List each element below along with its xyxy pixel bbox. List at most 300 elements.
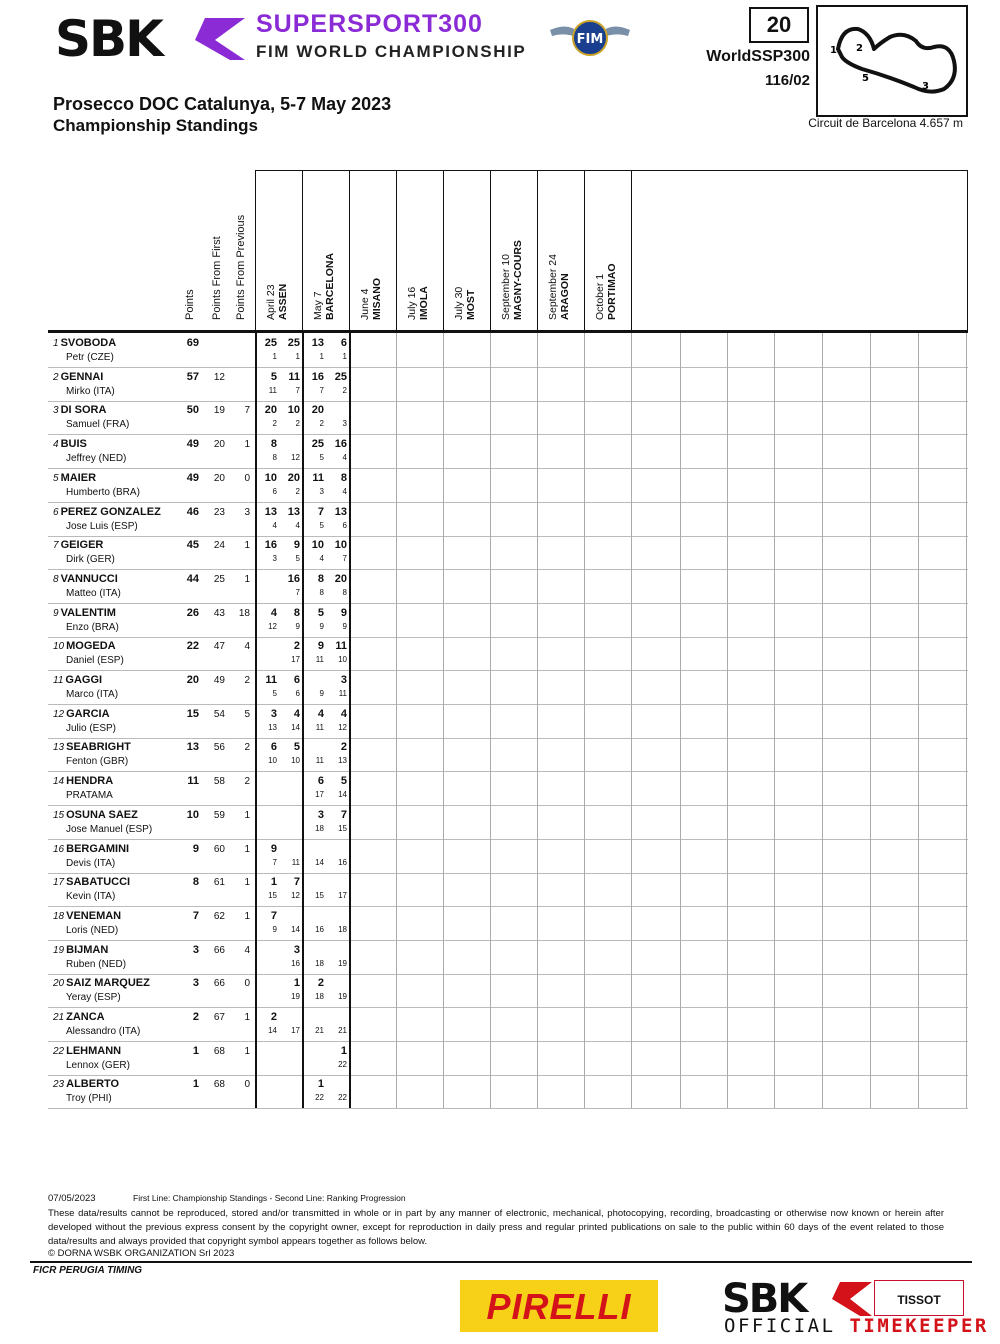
points-from-previous: 1 — [244, 843, 250, 855]
race-points: 2 — [270, 1011, 277, 1023]
ranking-progression: 12 — [268, 621, 277, 631]
points-from-previous: 1 — [244, 1045, 250, 1057]
points-from-first: 25 — [213, 573, 225, 585]
ranking-progression: 9 — [295, 621, 300, 631]
total-points: 7 — [192, 909, 199, 922]
ranking-progression: 7 — [295, 385, 300, 395]
race-points: 6 — [270, 741, 277, 754]
table-row — [48, 1074, 968, 1109]
ranking-progression: 21 — [338, 1026, 347, 1035]
standing-position: 7 — [53, 540, 59, 552]
ranking-progression: 1 — [272, 352, 277, 361]
ranking-progression: 2 — [319, 419, 324, 429]
race-date: September 10 — [500, 254, 512, 320]
rider-name — [53, 506, 161, 518]
table-row — [48, 704, 968, 739]
standing-position: 9 — [53, 607, 59, 619]
ranking-progression: 5 — [295, 554, 300, 564]
race-points: 5 — [270, 370, 277, 383]
race-points: 9 — [317, 640, 324, 653]
sbk-logo-chevron — [195, 18, 245, 60]
ranking-progression: 6 — [342, 520, 347, 530]
standing-position: 6 — [53, 506, 59, 518]
standing-position: 11 — [53, 675, 64, 686]
rider-surname: BIJMAN — [66, 943, 109, 956]
points-from-first: 19 — [213, 405, 225, 417]
rider-name — [53, 1011, 105, 1023]
race-points: 11 — [335, 640, 347, 653]
rider-firstname-nation: Yeray (ESP) — [66, 992, 121, 1004]
ranking-progression: 11 — [268, 385, 277, 395]
rider-surname: SEABRIGHT — [66, 741, 131, 754]
rider-surname: ZANCA — [66, 1011, 105, 1023]
rider-surname: SVOBODA — [60, 337, 117, 349]
total-points: 20 — [186, 674, 199, 686]
rider-firstname-nation: Ruben (NED) — [66, 958, 127, 970]
total-points: 2 — [192, 1011, 199, 1023]
table-row — [48, 973, 968, 1008]
ranking-progression: 12 — [291, 453, 300, 463]
race-points: 8 — [270, 438, 277, 451]
ranking-progression: 15 — [268, 891, 277, 901]
race-points: 10 — [334, 539, 347, 552]
points-from-previous: 1 — [244, 573, 250, 585]
grid-vline — [918, 333, 919, 1108]
race-points: 25 — [287, 337, 300, 349]
rider-name — [53, 472, 96, 484]
total-points: 46 — [186, 505, 199, 518]
points-from-first: 61 — [213, 877, 225, 889]
ranking-progression: 11 — [291, 857, 300, 867]
race-points: 4 — [270, 606, 277, 619]
grid-vline — [822, 333, 823, 1108]
standing-position: 15 — [53, 809, 65, 821]
sbk-logo — [55, 14, 245, 62]
table-row — [48, 670, 968, 705]
points-from-first: 43 — [213, 607, 225, 619]
total-points: 8 — [192, 876, 199, 889]
total-points: 69 — [186, 337, 199, 349]
series-subtitle: FIM WORLD CHAMPIONSHIP — [256, 42, 527, 61]
total-points: 3 — [192, 943, 199, 956]
points-from-previous: 1 — [244, 1012, 250, 1023]
grid-vline — [966, 333, 967, 1108]
standing-position: 2 — [53, 371, 59, 383]
standing-position: 3 — [53, 405, 59, 417]
rider-surname: OSUNA SAEZ — [66, 808, 138, 821]
race-points: 5 — [293, 741, 300, 754]
grid-vline — [680, 333, 681, 1108]
ranking-progression: 21 — [315, 1026, 324, 1035]
total-points: 1 — [192, 1044, 199, 1057]
ranking-progression: 8 — [272, 453, 277, 463]
points-from-first: 54 — [213, 708, 225, 720]
ranking-progression: 14 — [315, 857, 324, 867]
race-venue: PORTIMAO — [606, 263, 618, 320]
official-timekeeper-label — [724, 1315, 989, 1337]
table-row — [48, 906, 968, 941]
total-points: 50 — [186, 404, 199, 417]
tissot-logo-text: TISSOT — [897, 1293, 941, 1307]
rider-firstname-nation: Matteo (ITA) — [66, 587, 121, 599]
rider-firstname-nation: Jose Manuel (ESP) — [66, 823, 153, 835]
ranking-progression: 18 — [315, 992, 324, 1002]
rider-surname: GAGGI — [65, 674, 103, 686]
ranking-progression: 9 — [342, 621, 347, 631]
ranking-progression: 9 — [272, 924, 277, 934]
ranking-progression: 18 — [338, 924, 347, 934]
table-row — [48, 333, 968, 368]
points-from-previous: 1 — [244, 910, 250, 922]
grid-vline — [396, 333, 397, 1108]
points-from-previous: 1 — [244, 809, 250, 821]
points-from-previous: 3 — [244, 506, 250, 518]
ranking-progression: 6 — [295, 689, 300, 698]
race-points: 25 — [311, 438, 324, 451]
standing-position: 19 — [53, 944, 65, 956]
ranking-progression: 11 — [315, 756, 324, 766]
ranking-progression: 16 — [338, 857, 347, 867]
race-date: June 4 — [359, 288, 371, 320]
race-column-box-empty — [631, 170, 968, 332]
race-venue: BARCELONA — [324, 252, 336, 320]
race-venue: MOST — [465, 289, 477, 320]
standing-position: 17 — [53, 877, 65, 889]
points-from-previous: 0 — [244, 1079, 250, 1091]
event-title: Prosecco DOC Catalunya, 5-7 May 2023 — [53, 94, 392, 114]
ranking-progression: 12 — [338, 722, 347, 732]
points-from-previous: 2 — [244, 675, 250, 686]
ranking-progression: 8 — [342, 587, 347, 597]
ranking-progression: 6 — [272, 486, 277, 496]
standing-position: 12 — [53, 708, 65, 720]
ranking-progression: 5 — [319, 453, 324, 463]
race-points: 4 — [340, 707, 347, 720]
rider-name — [53, 977, 150, 989]
rider-name — [53, 640, 116, 652]
points-from-first: 47 — [213, 641, 225, 653]
sbk-footer-logo — [722, 1278, 872, 1318]
ranking-progression: 13 — [268, 722, 277, 732]
standing-position: 13 — [53, 742, 65, 754]
grid-vline — [490, 333, 491, 1108]
race-points: 2 — [293, 640, 300, 653]
rider-name — [53, 910, 121, 922]
race-points: 5 — [317, 606, 324, 619]
ranking-progression: 4 — [319, 554, 324, 564]
rider-firstname-nation: Humberto (BRA) — [66, 486, 140, 498]
ranking-progression: 7 — [342, 554, 347, 564]
ranking-progression: 4 — [295, 520, 300, 530]
points-from-first: 66 — [213, 944, 225, 956]
ranking-progression: 14 — [291, 924, 300, 934]
race-points: 3 — [340, 674, 347, 686]
rider-surname: BERGAMINI — [66, 842, 130, 855]
ranking-progression: 11 — [315, 722, 324, 732]
points-from-previous: 4 — [244, 641, 250, 653]
table-row — [48, 468, 968, 503]
total-points: 9 — [192, 842, 199, 855]
race-points: 11 — [312, 471, 324, 484]
race-points: 11 — [288, 370, 300, 383]
race-header — [453, 287, 477, 320]
race-points: 3 — [270, 707, 277, 720]
pirelli-logo-text: PIRELLI — [486, 1286, 632, 1327]
table-row — [48, 502, 968, 537]
race-points: 4 — [317, 707, 324, 720]
race-points: 2 — [340, 741, 347, 754]
race-points: 8 — [317, 572, 324, 585]
rider-firstname-nation: Jeffrey (NED) — [66, 453, 127, 465]
rider-firstname-nation: Kevin (ITA) — [66, 891, 116, 903]
rider-firstname-nation: PRATAMA — [66, 790, 113, 802]
race-header — [500, 240, 524, 320]
ranking-progression: 7 — [295, 587, 300, 597]
grid-vline — [443, 333, 444, 1108]
document-number: 20 — [749, 7, 809, 43]
document-type: Championship Standings — [53, 116, 258, 135]
rider-firstname-nation: Dirk (GER) — [66, 554, 115, 566]
race-points: 7 — [340, 808, 347, 821]
rider-firstname-nation: Loris (NED) — [66, 924, 119, 936]
table-row — [48, 1041, 968, 1076]
points-from-first: 66 — [213, 978, 225, 990]
timing-provider: FICR PERUGIA TIMING — [33, 1265, 143, 1276]
grid-vline — [255, 333, 257, 1108]
race-points: 25 — [334, 370, 347, 383]
track-outline — [838, 29, 955, 92]
rider-firstname-nation: Julio (ESP) — [66, 722, 117, 734]
footer-date: 07/05/2023 — [48, 1193, 96, 1204]
ranking-progression: 15 — [315, 891, 324, 901]
race-venue: MISANO — [371, 278, 383, 320]
rider-surname: GARCIA — [66, 707, 110, 720]
ranking-progression: 14 — [338, 790, 347, 800]
total-points: 10 — [186, 808, 199, 821]
grid-vline — [302, 333, 304, 1108]
points-from-previous: 2 — [244, 776, 250, 788]
points-from-first: 60 — [213, 843, 225, 855]
race-venue: IMOLA — [418, 286, 430, 320]
race-points: 16 — [287, 572, 300, 585]
rider-name — [53, 843, 129, 855]
race-points: 4 — [293, 707, 300, 720]
ranking-progression: 22 — [338, 1059, 347, 1069]
points-from-first: 56 — [213, 742, 225, 754]
rider-name — [53, 371, 103, 383]
footer-rule — [30, 1261, 972, 1263]
table-row — [48, 805, 968, 840]
ranking-progression: 17 — [291, 1026, 300, 1035]
total-points: 26 — [186, 606, 199, 619]
race-header — [594, 263, 618, 320]
svg-text:FIM: FIM — [576, 32, 604, 47]
total-points: 49 — [186, 471, 199, 484]
race-points: 16 — [311, 370, 324, 383]
points-from-first: 20 — [213, 439, 225, 451]
rider-name — [53, 741, 131, 753]
race-points: 25 — [264, 337, 277, 349]
rider-surname: GEIGER — [60, 539, 104, 552]
rider-surname: MOGEDA — [66, 640, 116, 653]
svg-text:3: 3 — [922, 81, 929, 92]
table-row — [48, 400, 968, 435]
rider-name — [53, 438, 87, 450]
points-from-first: 24 — [213, 540, 225, 552]
total-points: 49 — [186, 438, 199, 451]
table-row — [48, 434, 968, 469]
race-points: 13 — [311, 337, 324, 349]
total-points: 22 — [186, 640, 199, 653]
ranking-progression: 15 — [338, 823, 347, 833]
ranking-progression: 11 — [315, 655, 324, 665]
standing-position: 4 — [53, 439, 59, 451]
rider-firstname-nation: Jose Luis (ESP) — [66, 520, 138, 532]
ranking-progression: 1 — [319, 352, 324, 361]
ranking-progression: 4 — [272, 520, 277, 530]
points-from-previous: 18 — [238, 607, 250, 619]
total-points: 45 — [186, 539, 199, 552]
race-points: 1 — [340, 1044, 347, 1057]
ranking-progression: 9 — [319, 689, 324, 698]
race-points: 6 — [293, 674, 300, 686]
ranking-progression: 4 — [342, 453, 347, 463]
race-header — [265, 284, 289, 320]
race-points: 10 — [287, 404, 300, 417]
track-map — [816, 5, 968, 117]
race-points: 1 — [317, 1078, 324, 1091]
race-points: 20 — [287, 471, 300, 484]
ranking-progression: 10 — [268, 756, 277, 766]
rider-firstname-nation: Marco (ITA) — [66, 689, 119, 700]
ranking-progression: 3 — [319, 486, 324, 496]
race-points: 6 — [340, 337, 347, 349]
table-row — [48, 1007, 968, 1042]
rider-name — [53, 674, 102, 686]
ranking-progression: 10 — [338, 655, 347, 665]
table-row — [48, 535, 968, 570]
standing-position: 22 — [53, 1045, 65, 1057]
ranking-progression: 22 — [338, 1093, 347, 1103]
standing-position: 21 — [53, 1012, 65, 1023]
grid-vline — [774, 333, 775, 1108]
rider-firstname-nation: Daniel (ESP) — [66, 655, 124, 667]
race-header — [547, 254, 571, 320]
standing-position: 10 — [53, 641, 65, 653]
race-points: 13 — [334, 505, 347, 518]
rider-name — [53, 775, 113, 787]
rider-surname: ALBERTO — [66, 1078, 120, 1091]
svg-text:1: 1 — [830, 45, 837, 56]
race-points: 13 — [287, 505, 300, 518]
ranking-progression: 17 — [315, 790, 324, 800]
ranking-progression: 8 — [319, 587, 324, 597]
rider-surname: DI SORA — [60, 404, 107, 417]
ranking-progression: 18 — [315, 823, 324, 833]
race-points: 20 — [311, 404, 324, 417]
points-from-previous: 1 — [244, 439, 250, 451]
ranking-progression: 1 — [295, 352, 300, 361]
standing-position: 1 — [53, 338, 59, 349]
ranking-progression: 19 — [291, 992, 300, 1002]
rider-surname: SABATUCCI — [66, 876, 131, 889]
standing-position: 16 — [53, 843, 65, 855]
ranking-progression: 2 — [295, 486, 300, 496]
points-from-first: 67 — [213, 1012, 225, 1023]
class-code: WorldSSP300 — [706, 48, 810, 65]
ranking-progression: 7 — [272, 857, 277, 867]
table-row — [48, 839, 968, 874]
points-from-previous: 2 — [244, 742, 250, 754]
svg-text:2: 2 — [856, 43, 863, 54]
race-points: 1 — [293, 977, 300, 990]
race-points: 20 — [334, 572, 347, 585]
ranking-progression: 12 — [291, 891, 300, 901]
footer-note: First Line: Championship Standings - Second Line: Ranking Progression — [133, 1193, 406, 1203]
race-date: May 7 — [312, 291, 324, 320]
tissot-logo — [874, 1280, 964, 1316]
rider-surname: PEREZ GONZALEZ — [60, 505, 161, 518]
rider-surname: HENDRA — [66, 775, 114, 788]
ranking-progression: 3 — [342, 419, 347, 429]
grid-vline — [584, 333, 585, 1108]
table-row — [48, 603, 968, 638]
race-venue: ARAGON — [559, 273, 571, 320]
rider-name — [53, 607, 116, 619]
rider-surname: VANNUCCI — [60, 572, 118, 585]
rider-name — [53, 539, 103, 551]
ranking-progression: 14 — [291, 722, 300, 732]
points-from-previous-header: Points From Previous — [235, 214, 247, 320]
rider-firstname-nation: Petr (CZE) — [66, 352, 114, 363]
grid-vline — [727, 333, 728, 1108]
points-from-first: 58 — [213, 776, 225, 788]
race-points: 9 — [340, 606, 347, 619]
race-points: 7 — [317, 505, 324, 518]
legal-notice: These data/results cannot be reproduced, stored and/or transmitted in whole or in part by any manner of electronic, mechanical, photocopying, recording, broadcasting or otherwise now known or herein after developed without the previous express consent by the copyright owner, except for reproduction in daily press and regular printed publications on sale to the public within 60 days of the event related to those data/results and always provided that copyright symbol appears together as follows below. — [48, 1208, 944, 1247]
rider-firstname-nation: Lennox (GER) — [66, 1059, 130, 1071]
rider-name — [53, 1045, 121, 1057]
ranking-progression: 14 — [268, 1026, 277, 1035]
rider-name — [53, 708, 110, 720]
ranking-progression: 16 — [315, 924, 324, 934]
ranking-progression: 19 — [338, 992, 347, 1002]
pirelli-logo — [460, 1280, 658, 1332]
ranking-progression: 10 — [291, 756, 300, 766]
standing-position: 5 — [53, 472, 59, 484]
table-row — [48, 872, 968, 907]
grid-vline — [349, 333, 351, 1108]
total-points: 44 — [186, 572, 199, 585]
rider-name — [53, 944, 108, 956]
circuit-name: Circuit de Barcelona 4.657 m — [808, 116, 963, 130]
race-header — [359, 278, 383, 320]
standing-position: 18 — [53, 910, 65, 922]
race-venue: MAGNY-COURS — [512, 240, 524, 320]
ranking-progression: 1 — [342, 352, 347, 361]
race-venue: ASSEN — [277, 283, 289, 320]
race-points: 6 — [317, 775, 324, 788]
rider-surname: VALENTIM — [60, 606, 116, 619]
race-points: 13 — [264, 505, 277, 518]
table-row — [48, 569, 968, 604]
document-reference: 116/02 — [764, 72, 810, 89]
standing-position: 8 — [53, 573, 59, 585]
race-points: 7 — [293, 876, 300, 889]
ranking-progression: 7 — [319, 385, 324, 395]
rider-surname: BUIS — [60, 438, 87, 451]
points-from-previous: 1 — [244, 877, 250, 889]
